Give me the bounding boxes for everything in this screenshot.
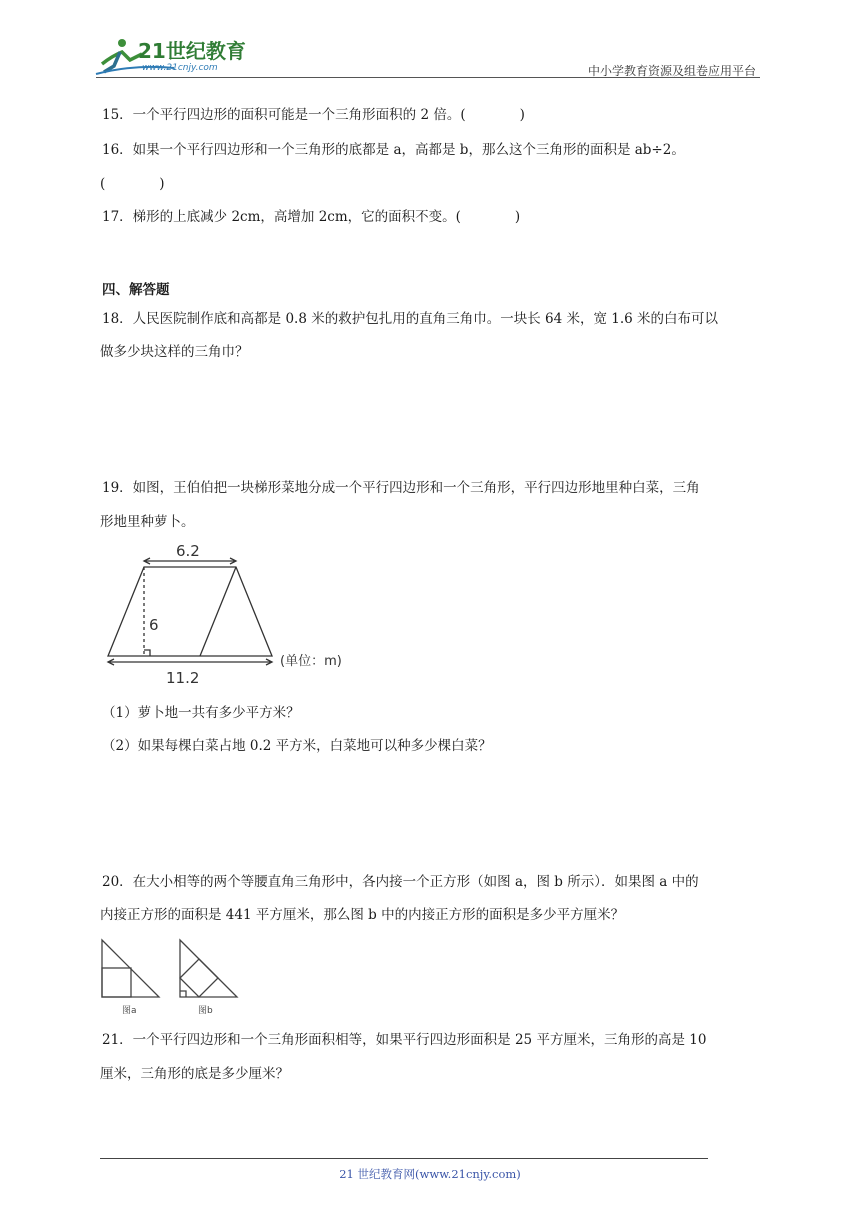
label-figure-a: 图a	[122, 1006, 137, 1016]
question-18-line2: 做多少块这样的三角巾？	[100, 344, 249, 360]
svg-text:21世纪教育: 21世纪教育	[138, 39, 246, 63]
question-19-sub1: （1）萝卜地一共有多少平方米？	[102, 705, 300, 721]
question-20-line2: 内接正方形的面积是 441 平方厘米，那么图 b 中的内接正方形的面积是多少平方厘米？	[100, 907, 625, 923]
top-base-label: 6.2	[176, 542, 200, 560]
question-20-line1: 20．在大小相等的两个等腰直角三角形中，各内接一个正方形（如图 a，图 b 所示）．如果图 a 中的	[102, 874, 699, 890]
platform-name: 中小学教育资源及组卷应用平台	[587, 64, 756, 78]
question-21-line2: 厘米，三角形的底是多少厘米？	[100, 1066, 289, 1082]
height-label: 6	[149, 616, 159, 634]
question-15: 15．一个平行四边形的面积可能是一个三角形面积的 2 倍。( )	[102, 107, 525, 123]
label-figure-b: 图b	[198, 1006, 213, 1016]
svg-text:www.21cnjy.com: www.21cnjy.com	[142, 63, 218, 73]
section-title-answer: 四、解答题	[102, 282, 170, 298]
question-17: 17．梯形的上底减少 2cm，高增加 2cm，它的面积不变。( )	[102, 209, 521, 225]
triangle-figures	[100, 938, 245, 1020]
question-19-line1: 19．如图，王伯伯把一块梯形菜地分成一个平行四边形和一个三角形，平行四边形地里种白菜，三角	[102, 480, 700, 496]
site-logo	[94, 34, 264, 78]
bottom-base-label: 11.2	[166, 669, 200, 687]
unit-label: (单位：m)	[280, 654, 342, 669]
header-divider	[96, 77, 760, 78]
question-21-line1: 21．一个平行四边形和一个三角形面积相等，如果平行四边形面积是 25 平方厘米，三角形的高是 10	[102, 1032, 707, 1048]
footer-divider	[100, 1158, 708, 1159]
trapezoid-figure	[100, 538, 365, 690]
question-16-answer-blank: ( )	[100, 176, 165, 192]
question-16-line1: 16．如果一个平行四边形和一个三角形的底都是 a，高都是 b，那么这个三角形的面积是 ab÷2。	[102, 142, 685, 158]
runner-logo-icon	[94, 34, 264, 78]
question-18-line1: 18．人民医院制作底和高都是 0.8 米的救护包扎用的直角三角巾。一块长 64 米，宽 1.6 米的白布可以	[102, 311, 719, 327]
question-19-line2: 形地里种萝卜。	[100, 514, 195, 530]
footer-link[interactable]: 21 世纪教育网(www.21cnjy.com)	[339, 1167, 521, 1181]
inscribed-square-a	[102, 968, 131, 997]
question-19-sub2: （2）如果每棵白菜占地 0.2 平方米，白菜地可以种多少棵白菜？	[102, 738, 492, 754]
